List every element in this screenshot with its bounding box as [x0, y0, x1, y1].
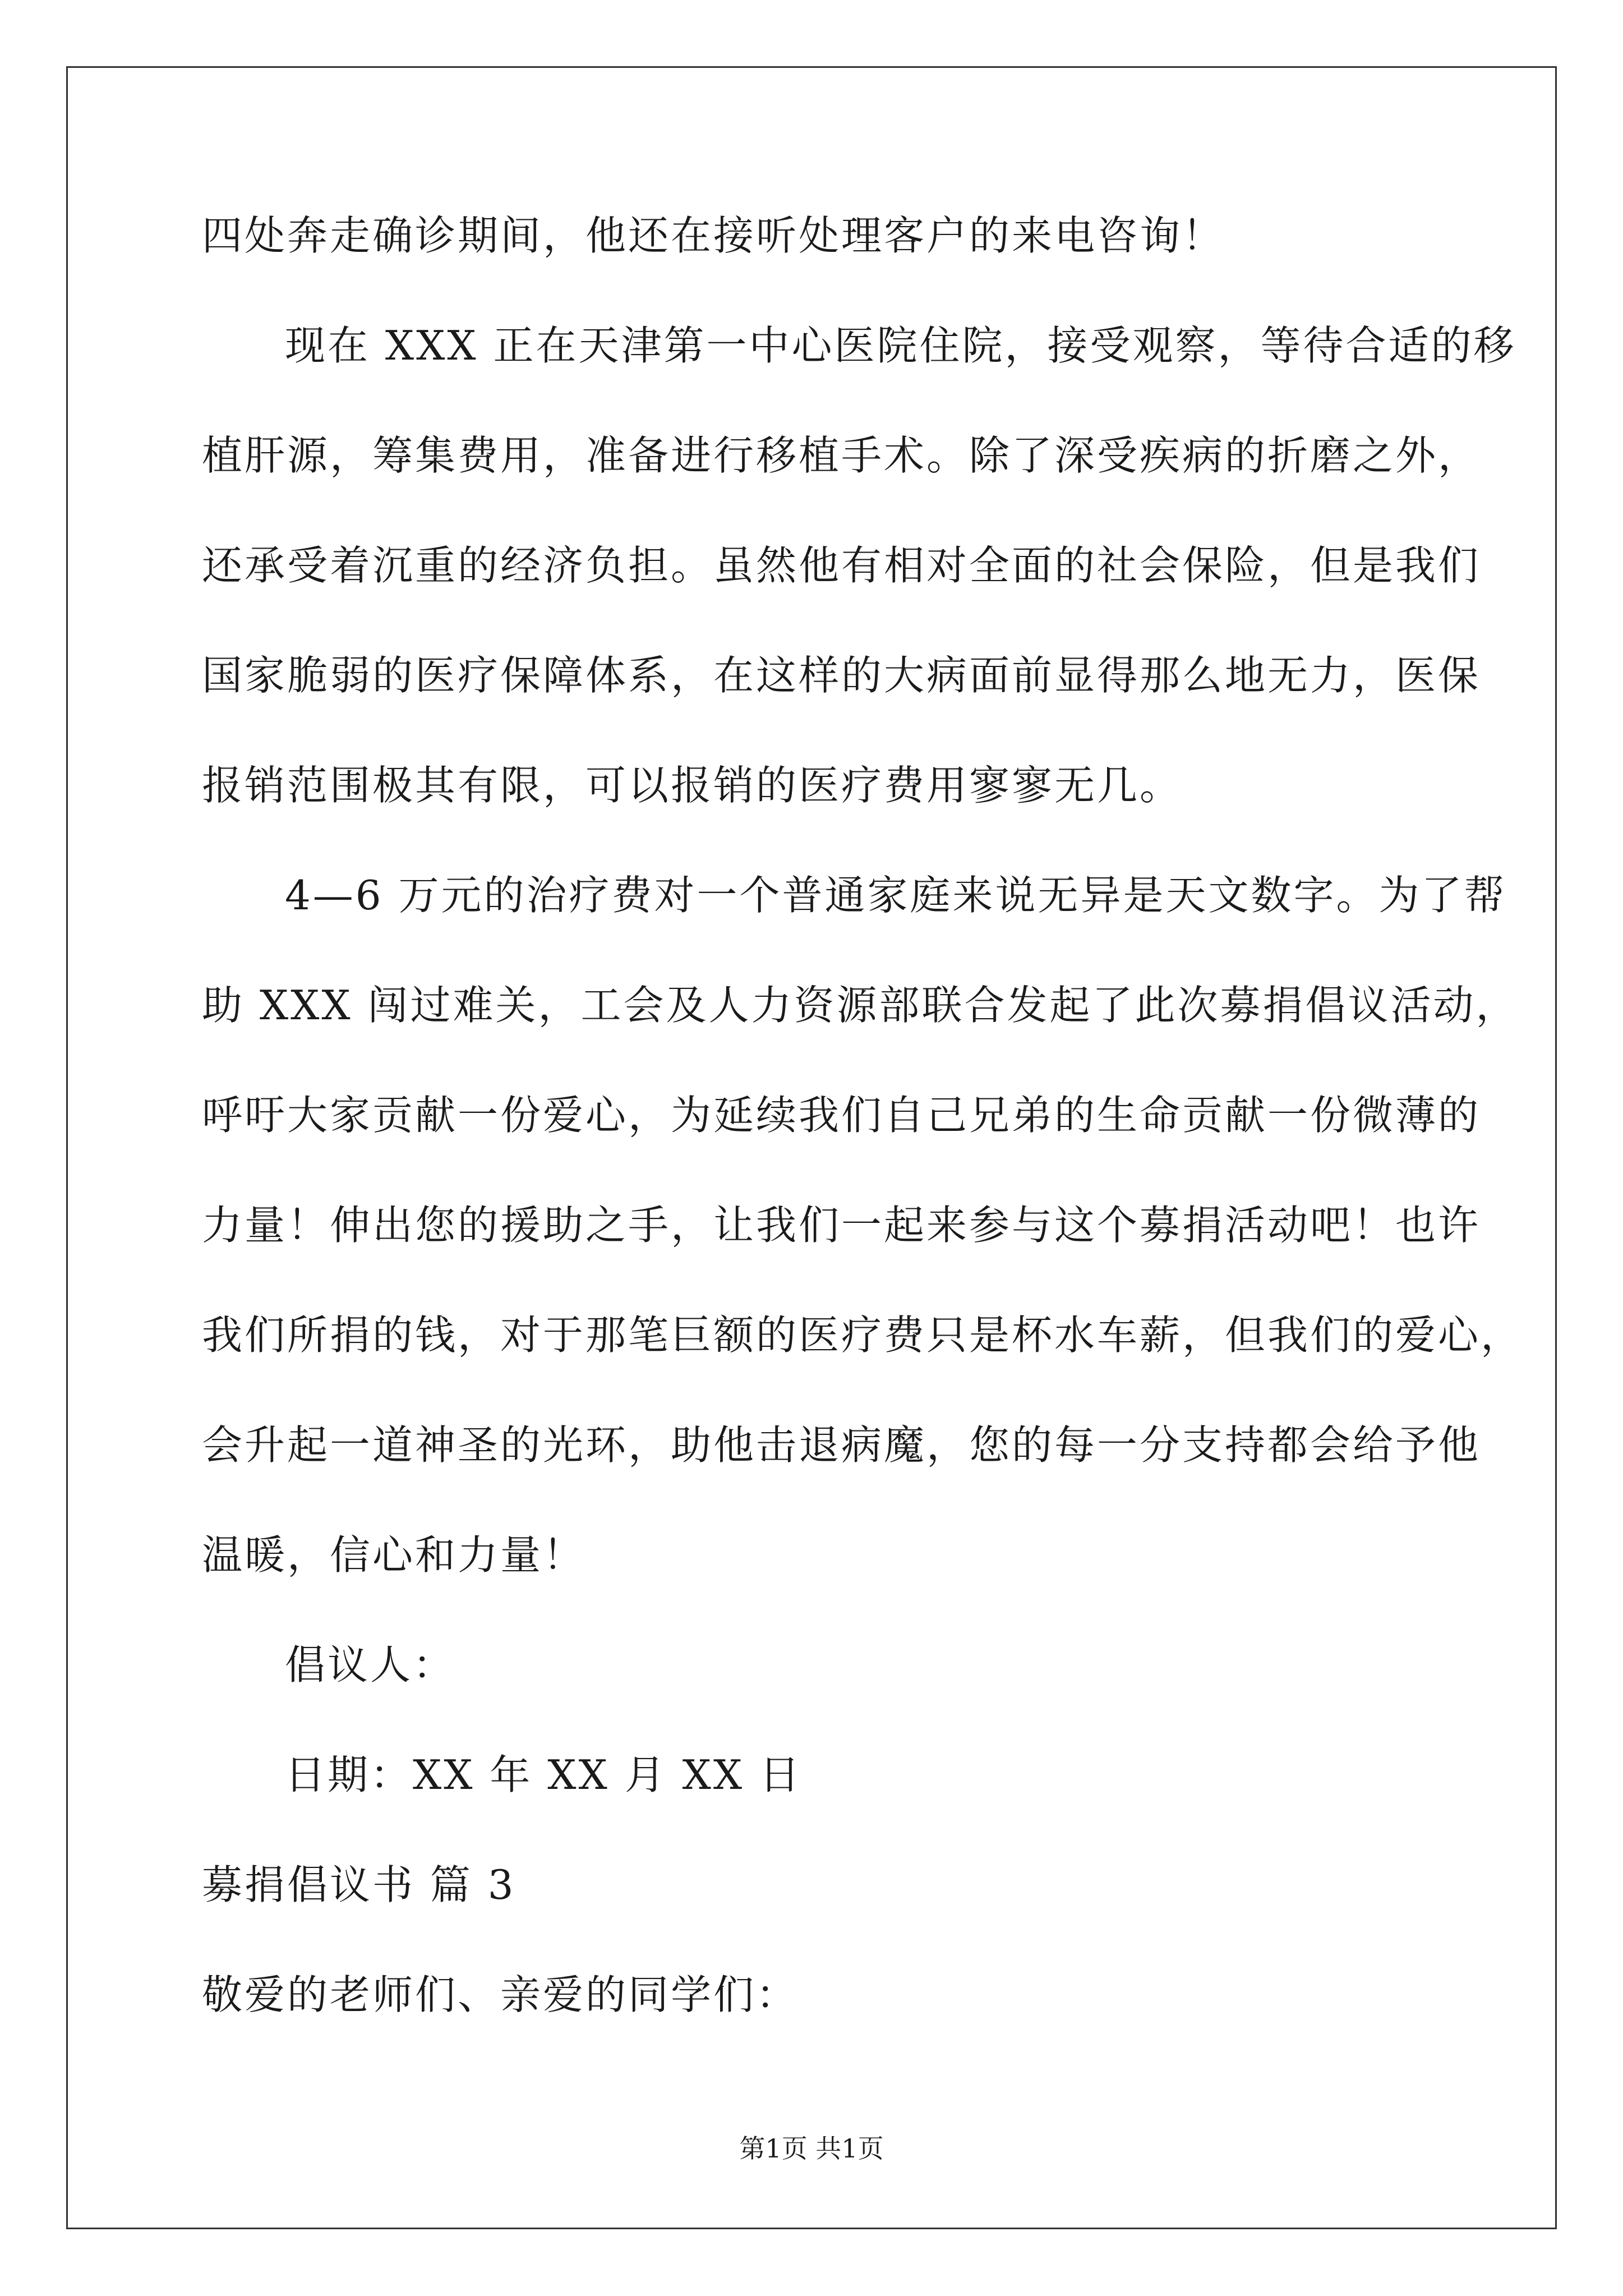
text-line: 我们所捐的钱，对于那笔巨额的医疗费只是杯水车薪，但我们的爱心， [202, 1312, 1524, 1359]
text-line: 4—6 万元的治疗费对一个普通家庭来说无异是天文数字。为了帮 [285, 872, 1507, 919]
text-line: 呼吁大家贡献一份爱心，为延续我们自己兄弟的生命贡献一份微薄的 [202, 1092, 1481, 1139]
text-line: 四处奔走确诊期间，他还在接听处理客户的来电咨询！ [202, 212, 1225, 259]
text-line: 助 XXX 闯过难关，工会及人力资源部联合发起了此次募捐倡议活动， [202, 982, 1519, 1029]
salutation: 敬爱的老师们、亲爱的同学们： [202, 1971, 799, 2018]
page-footer: 第1页 共1页 [739, 2133, 884, 2164]
text-line: 会升起一道神圣的光环，助他击退病魔，您的每一分支持都会给予他 [202, 1421, 1481, 1469]
signatory-label: 倡议人： [285, 1641, 456, 1688]
text-line: 植肝源，筹集费用，准备进行移植手术。除了深受疾病的折磨之外， [202, 432, 1481, 479]
date-line: 日期：XX 年 XX 月 XX 日 [285, 1751, 802, 1798]
text-line: 温暖，信心和力量！ [202, 1531, 586, 1579]
text-line: 报销范围极其有限，可以报销的医疗费用寥寥无几。 [202, 762, 1183, 809]
text-line: 现在 XXX 正在天津第一中心医院住院，接受观察，等待合适的移 [285, 322, 1516, 369]
text-line: 力量！伸出您的援助之手，让我们一起来参与这个募捐活动吧！也许 [202, 1202, 1481, 1249]
text-line: 还承受着沉重的经济负担。虽然他有相对全面的社会保险，但是我们 [202, 542, 1481, 589]
section-heading: 募捐倡议书 篇 3 [202, 1861, 516, 1908]
text-line: 国家脆弱的医疗保障体系，在这样的大病面前显得那么地无力，医保 [202, 652, 1481, 699]
